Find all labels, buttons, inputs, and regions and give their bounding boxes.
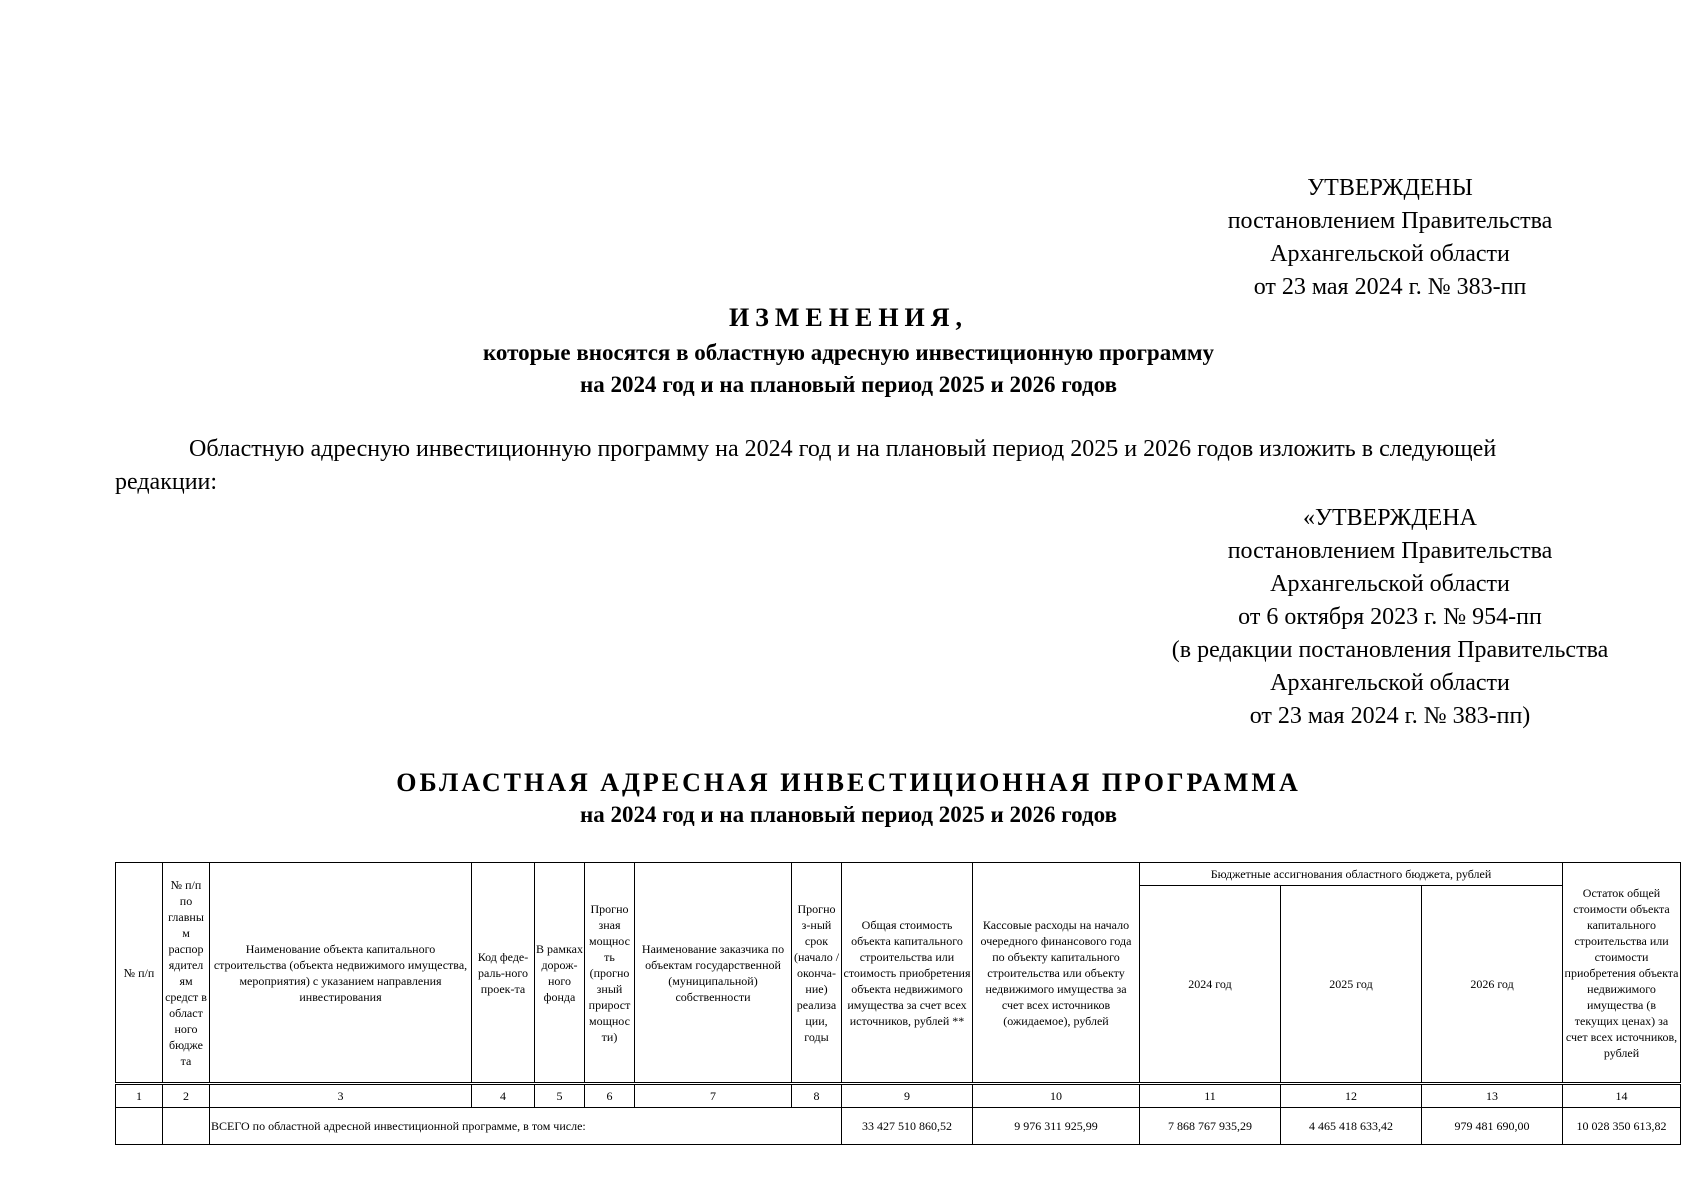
col-number: 7 (635, 1084, 792, 1108)
header-col-13: 2026 год (1422, 886, 1563, 1084)
header-col-14: Остаток общей стоимости объекта капитального строительства или стоимости приобретения объекта недвижимого имущества (в текущих ценах) за счет всех источников, рублей (1563, 863, 1681, 1084)
table-header-row (116, 863, 1681, 886)
total-col-11: 7 868 767 935,29 (1140, 1108, 1281, 1145)
changes-subtitle-1: которые вносятся в областную адресную инвестиционную программу (482, 340, 1215, 365)
approval-line-3: Архангельской области (1270, 241, 1510, 267)
total-col-12: 4 465 418 633,42 (1281, 1108, 1422, 1145)
program-subtitle: на 2024 год и на плановый период 2025 и 2026 годов (580, 802, 1117, 827)
col-number: 12 (1281, 1084, 1422, 1108)
total-cell-1 (116, 1108, 163, 1145)
header-col-4: Код феде-раль-ного проек-та (472, 863, 535, 1084)
program-approval-line-1: «УТВЕРЖДЕНА (1302, 505, 1478, 531)
table-column-numbers (116, 1084, 1681, 1108)
col-number: 4 (472, 1084, 535, 1108)
program-approval-line-3: Архангельской области (1270, 571, 1510, 597)
total-col-14: 10 028 350 613,82 (1563, 1108, 1681, 1145)
program-approval-line-7: от 23 мая 2024 г. № 383-пп) (1249, 703, 1531, 729)
header-col-1: № п/п (116, 863, 163, 1084)
header-col-8: Прогно з-ный срок (начало / оконча-ние) реализа ции, годы (792, 863, 842, 1084)
investment-program-table (115, 862, 1681, 1145)
col-number: 1 (116, 1084, 163, 1108)
changes-subtitle-2: на 2024 год и на плановый период 2025 и 2026 годов (580, 372, 1117, 397)
approval-stamp-program (1120, 502, 1660, 733)
col-number: 11 (1140, 1084, 1281, 1108)
header-col-2: № п/п по главны м распор ядител ям средст в област ного бюдже та (163, 863, 210, 1084)
header-col-9: Общая стоимость объекта капитального строительства или стоимость приобретения объекта недвижимого имущества за счет всех источников, рублей ** (842, 863, 973, 1084)
col-number: 3 (210, 1084, 472, 1108)
col-number: 5 (535, 1084, 585, 1108)
approval-line-4: от 23 мая 2024 г. № 383-пп (1253, 274, 1527, 300)
header-budget-group: Бюджетные ассигнования областного бюджета, рублей (1140, 863, 1563, 886)
total-col-9: 33 427 510 860,52 (842, 1108, 973, 1145)
col-number: 6 (585, 1084, 635, 1108)
changes-title: ИЗМЕНЕНИЯ, (728, 303, 969, 332)
approval-line-2: постановлением Правительства (1227, 208, 1553, 234)
col-number: 13 (1422, 1084, 1563, 1108)
program-approval-line-2: постановлением Правительства (1227, 538, 1553, 564)
header-col-3: Наименование объекта капитального строительства (объекта недвижимого имущества, мероприятия) с указанием направления инвестирования (210, 863, 472, 1084)
header-col-10: Кассовые расходы на начало очередного финансового года по объекту капитального строительства или объекту недвижимого имущества за счет всех источников (ожидаемое), рублей (973, 863, 1140, 1084)
header-col-5: В рамках дорож-ного фонда (535, 863, 585, 1084)
header-col-12: 2025 год (1281, 886, 1422, 1084)
header-col-7: Наименование заказчика по объектам государственной (муниципальной) собственности (635, 863, 792, 1084)
header-col-11: 2024 год (1140, 886, 1281, 1084)
approval-stamp-top (1195, 172, 1585, 304)
intro-paragraph: Областную адресную инвестиционную программу на 2024 год и на плановый период 2025 и 2026 годов изложить в следующей редакции: (115, 436, 1497, 495)
total-label: ВСЕГО по областной адресной инвестиционной программе, в том числе: (210, 1108, 842, 1145)
approval-line-1: УТВЕРЖДЕНЫ (1307, 175, 1473, 201)
col-number: 2 (163, 1084, 210, 1108)
table-row-total (116, 1108, 1681, 1145)
program-approval-line-4: от 6 октября 2023 г. № 954-пп (1238, 604, 1542, 630)
program-approval-line-5: (в редакции постановления Правительства (1171, 637, 1609, 663)
total-cell-2 (163, 1108, 210, 1145)
col-number: 8 (792, 1084, 842, 1108)
total-col-13: 979 481 690,00 (1422, 1108, 1563, 1145)
col-number: 9 (842, 1084, 973, 1108)
col-number: 10 (973, 1084, 1140, 1108)
col-number: 14 (1563, 1084, 1681, 1108)
header-col-6: Прогно зная мощнос ть (прогно зный прирост мощнос ти) (585, 863, 635, 1084)
program-title: ОБЛАСТНАЯ АДРЕСНАЯ ИНВЕСТИЦИОННАЯ ПРОГРАММА (396, 768, 1301, 797)
program-approval-line-6: Архангельской области (1270, 670, 1510, 696)
total-col-10: 9 976 311 925,99 (973, 1108, 1140, 1145)
